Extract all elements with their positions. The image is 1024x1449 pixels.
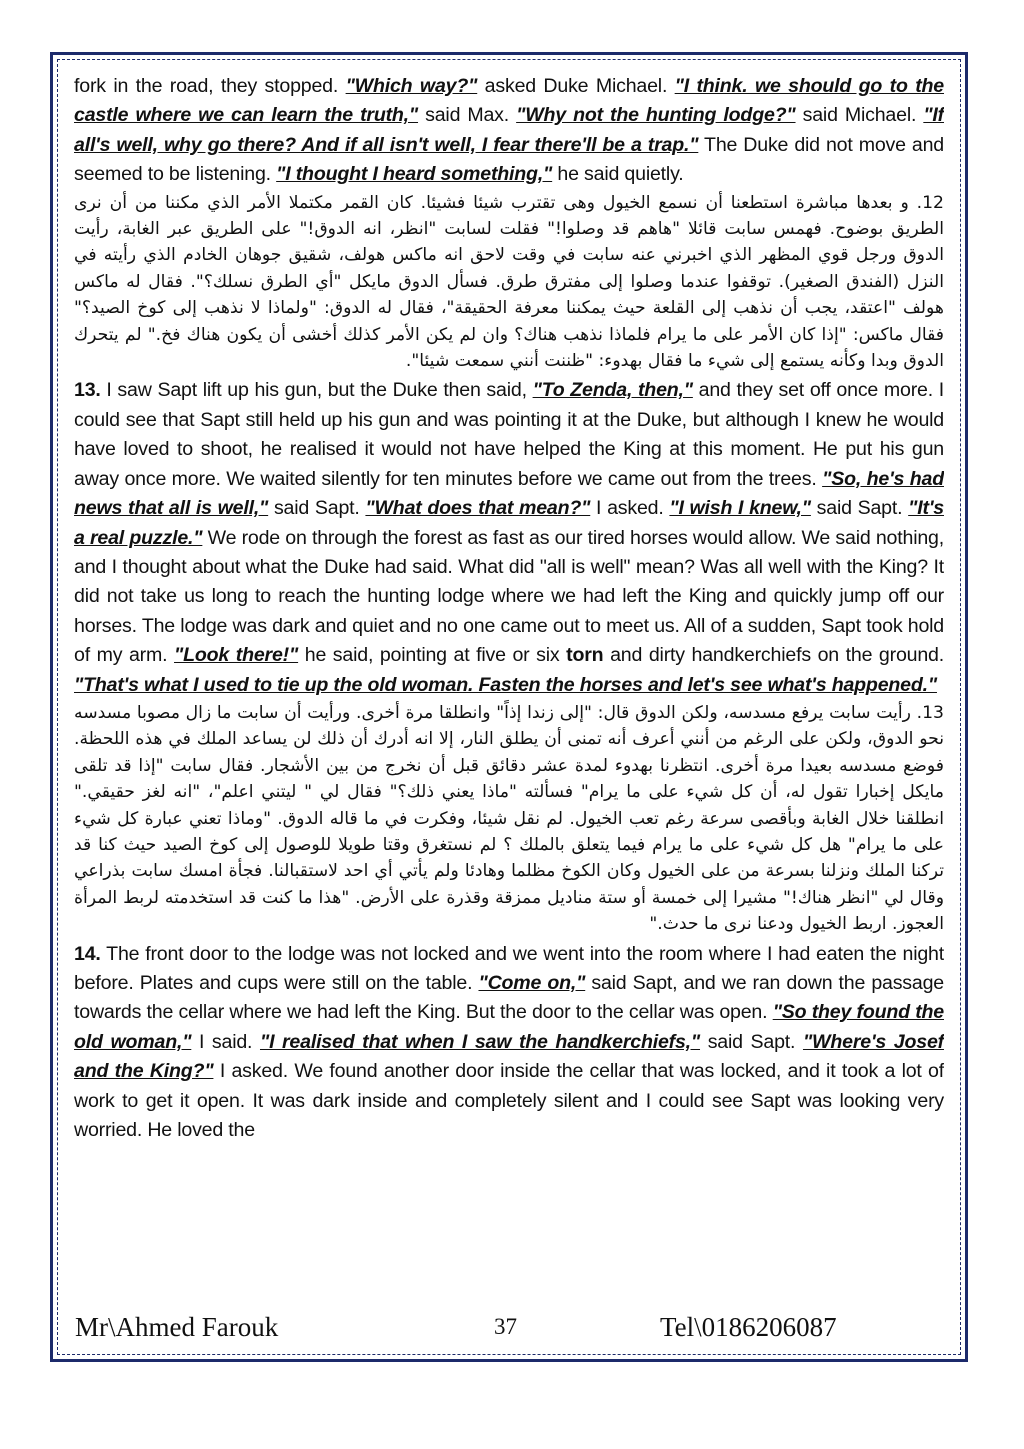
paragraph-number: 14. xyxy=(74,942,101,965)
quote: "Where's Josef and the King?" xyxy=(74,1030,944,1083)
paragraph-12-english: fork in the road, they stopped. "Which way?" asked Duke Michael. "I think. we should go to the castle where we can learn the truth," said Max. "Why not the hunting lodge?" said Michael. "If all's well, why go there? And if all isn't well, I fear there'll be a trap." The Duke did not move and seemed to be listening. "I thought I heard something," he said quietly. xyxy=(74,75,944,186)
quote: "Look there!" xyxy=(174,644,299,667)
quote: "So, he's had news that all is well," xyxy=(74,467,944,520)
footer-telephone: Tel\0186206087 xyxy=(660,1312,837,1342)
paragraph-13-english: 13. I saw Sapt lift up his gun, but the Duke then said, "To Zenda, then," and they set off once more. I could see that Sapt still held up his gun and was pointing it at the Duke, but although I knew he would have loved to shoot, he realised it would not have helped the King at this moment. He put his gun away once more. We waited silently for ten minutes before we came out from the trees. "So, he's had news that all is well," said Sapt. "What does that mean?" I asked. "I wish I knew," said Sapt. "It's a real puzzle." We rode on through the forest as fast as our tired horses would allow. We said nothing, and I thought about what the Duke had said. What did "all is well" mean? Was all well with the King? It did not take us long to reach the hunting lodge where we had left the King and quickly jump off our horses. The lodge was dark and quiet and no one came out to meet us. All of a sudden, Sapt took hold of my arm. "Look there!" he said, pointing at five or six torn and dirty handkerchiefs on the ground. "That's what I used to tie up the old woman. Fasten the horses and let's see what's happened." xyxy=(74,379,944,696)
paragraph-13-arabic: 13. رأيت سابت يرفع مسدسه، ولكن الدوق قال: "إلى زندا إذاً" وانطلقا مرة أخرى. ورأيت أن سابت ما زال مصوبا مسدسه نحو الدوق، ولكن على الرغم من أنني أعرف أنه تمنى أن يطلق النار، إلا انه أدرك أن ذلك لن يساعد الملك في هذه اللحظة. فوضع مسدسه بعيدا مرة أخرى. انتظرنا بهدوء لمدة عشر دقائق قبل أن نخرج من بين الأشجار. فقال سابت "إذا قد تلقى مايكل إخبارا تقول له، أن كل شيء على ما يرام" فسألته "ماذا يعني ذلك؟" فقال لي " ليتني اعلم"، "انه لغز حقيقي." انطلقنا خلال الغابة وبأقصى سرعة رغم تعب الخيول. لم نقل شيئا، وفكرت في ما قاله الدوق. "وماذا تعني عبارة كل شيء على ما يرام" هل كل شيء على ما يرام فيما يتعلق بالملك ؟ لم نستغرق وقتا طويلا للوصول إلى كوخ الصيد حيث كنا قد تركنا الملك ونزلنا بسرعة من على الخيول وكان الكوخ مظلما وهادئا ولم يأتي أي احد لاستقبالنا. فجأة امسك سابت بذراعي وقال لي "انظر هناك!" مشيرا إلى خمسة أو ستة مناديل ممزقة وقذرة على الأرض. "هذا ما كنت قد استخدمته لربط المرأة العجوز. اربط الخيول ودعنا نرى ما حدث." xyxy=(74,702,944,935)
quote: "If all's well, why go there? And if all isn't well, I fear there'll be a trap." xyxy=(74,104,944,156)
quote: "I wish I knew," xyxy=(669,497,811,520)
paragraph-number: 13. xyxy=(74,379,101,402)
paragraph-12-arabic: 12. و بعدها مباشرة استطعنا أن نسمع الخيول وهى تقترب شيئا فشيئا. كان القمر مكتملا الأمر الذي مكننا من أن نرى الطريق بوضوح. فهمس سابت قائلا "هاهم قد وصلوا!" فقلت لسابت "انظر، انه الدوق!" على الطريق عبر الغابة، رأيت الدوق ورجل قوي المظهر الذي اخبرني عنه سابت في وقت لاحق انه ماكس هولف، شقيق جوهان الخادم الذي رأيته في النزل (الفندق الصغير). توقفوا عندما وصلوا إلى مفترق طرق. فسأل الدوق مايكل "أي الطرق نسلك؟". فقال له ماكس هولف "اعتقد، يجب أن نذهب إلى القلعة حيث يمكننا معرفة الحقيقة"، فقال له الدوق: "ولماذا لا نذهب إلى كوخ الصيد؟" فقال ماكس: "إذا كان الأمر على ما يرام فلماذا نذهب هناك؟ وان لم يكن الأمر كذلك أخشى أن يكون هناك فخ." لم يتحرك الدوق وبدا وكأنه يستمع إلى شيء ما فقال بهدوء: "ظننت أنني سمعت شيئا". xyxy=(74,192,944,372)
page-footer xyxy=(0,1312,1024,1352)
quote: "I realised that when I saw the handkerchiefs," xyxy=(259,1030,701,1053)
page-number: 37 xyxy=(494,1314,517,1339)
quote: "It's a real puzzle." xyxy=(74,497,944,549)
quote: "To Zenda, then," xyxy=(532,379,693,402)
quote: "So they found the old woman," xyxy=(74,1001,944,1053)
quote: "I thought I heard something," xyxy=(276,163,553,186)
quote: "Which way?" xyxy=(345,75,478,97)
quote: "What does that mean?" xyxy=(365,497,591,520)
footer-author: Mr\Ahmed Farouk xyxy=(75,1312,279,1342)
paragraph-14-english: 14. The front door to the lodge was not locked and we went into the room where I had eaten the night before. Plates and cups were still on the table. "Come on," said Sapt, and we ran down the passage towards the cellar where we had left the King. But the door to the cellar was open. "So they found the old woman," I said. "I realised that when I saw the handkerchiefs," said Sapt. "Where's Josef and the King?" I asked. We found another door inside the cellar that was locked, and it took a lot of work to get it open. It was dark inside and completely silent and I could see Sapt was looking very worried. He loved the xyxy=(74,942,944,1142)
quote: "I think. we should go to the castle where we can learn the truth," xyxy=(74,75,944,127)
bold-word: torn xyxy=(566,644,604,667)
quote: "That's what I used to tie up the old woman. Fasten the horses and let's see what's happened." xyxy=(74,673,937,696)
page-content xyxy=(74,72,944,1342)
quote: "Why not the hunting lodge?" xyxy=(516,104,796,127)
quote: "Come on," xyxy=(478,972,586,994)
